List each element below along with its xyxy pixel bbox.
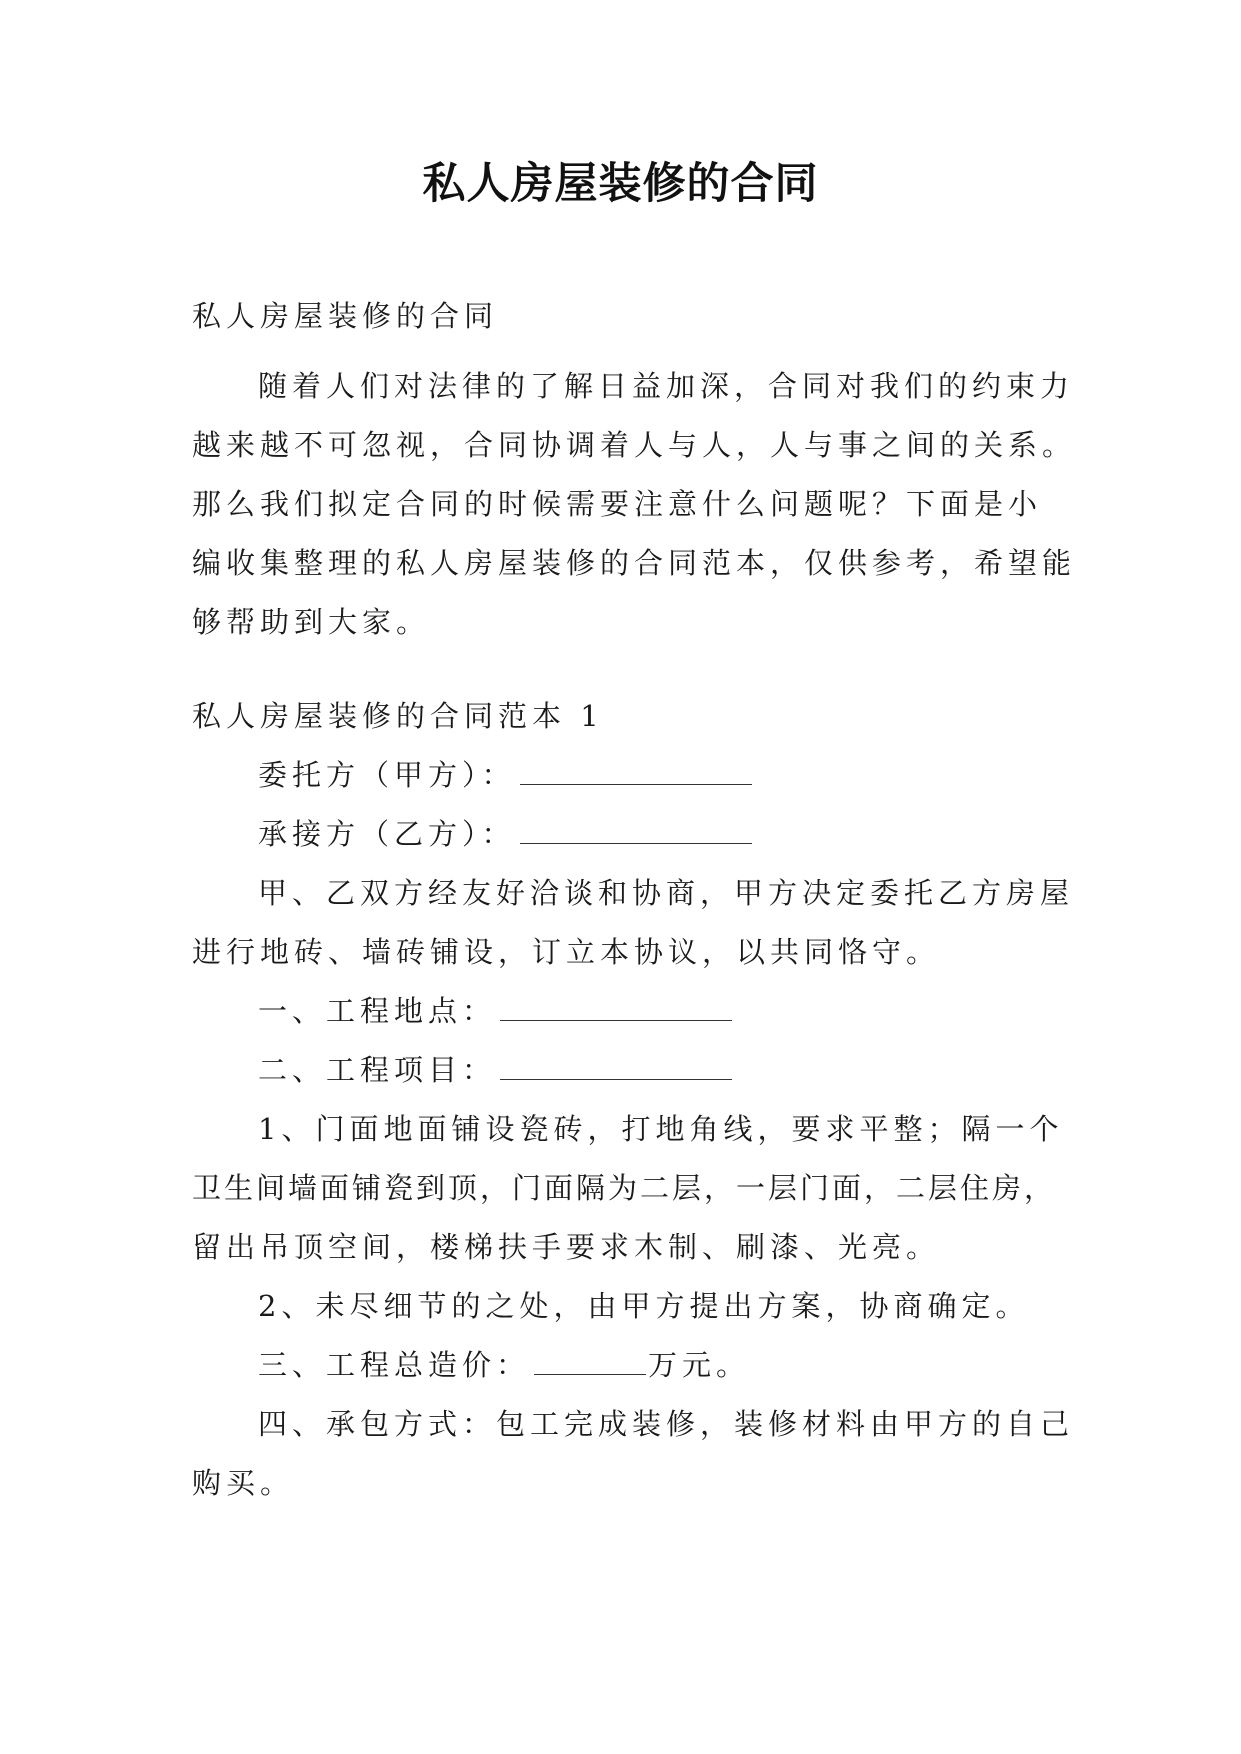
page-title: 私人房屋装修的合同 bbox=[422, 159, 819, 209]
item-1-row bbox=[258, 991, 732, 1031]
item-3-row bbox=[258, 1345, 750, 1385]
party-a-label: 委托方（甲方）： bbox=[258, 758, 516, 792]
party-b-row bbox=[258, 814, 752, 854]
item-2-blank bbox=[500, 1053, 732, 1080]
intro-line-5: 够帮助到大家。 bbox=[192, 605, 431, 639]
project-1-line-1: 1、门面地面铺设瓷砖，打地角线，要求平整；隔一个 bbox=[258, 1112, 1064, 1146]
item-3-unit: 万元。 bbox=[648, 1348, 751, 1382]
intro-line-3: 那么我们拟定合同的时候需要注意什么问题呢？下面是小 bbox=[192, 487, 1043, 521]
agreement-line-2: 进行地砖、墙砖铺设，订立本协议，以共同恪守。 bbox=[192, 935, 941, 969]
item-3-label: 三、工程总造价： bbox=[258, 1348, 531, 1382]
item-4-line-2: 购买。 bbox=[192, 1466, 295, 1500]
document-subtitle: 私人房屋装修的合同 bbox=[192, 299, 499, 333]
section-heading: 私人房屋装修的合同范本 1 bbox=[192, 699, 604, 733]
party-b-label: 承接方（乙方）： bbox=[258, 817, 516, 851]
project-1-line-3: 留出吊顶空间，楼梯扶手要求木制、刷漆、光亮。 bbox=[192, 1230, 941, 1264]
project-1-line-2: 卫生间墙面铺瓷到顶，门面隔为二层，一层门面，二层住房， bbox=[192, 1171, 1057, 1205]
intro-line-4: 编收集整理的私人房屋装修的合同范本，仅供参考，希望能 bbox=[192, 546, 1077, 580]
item-1-label: 一、工程地点： bbox=[258, 994, 497, 1028]
item-2-label: 二、工程项目： bbox=[258, 1053, 497, 1087]
party-b-blank bbox=[520, 817, 752, 844]
item-1-blank bbox=[500, 994, 732, 1021]
item-2-row bbox=[258, 1050, 732, 1090]
intro-line-1: 随着人们对法律的了解日益加深，合同对我们的约束力 bbox=[258, 369, 1075, 403]
item-3-blank bbox=[534, 1348, 646, 1375]
project-2-line: 2、未尽细节的之处，由甲方提出方案，协商确定。 bbox=[258, 1289, 1030, 1323]
party-a-blank bbox=[520, 758, 752, 785]
intro-line-2: 越来越不可忽视，合同协调着人与人，人与事之间的关系。 bbox=[192, 428, 1077, 462]
party-a-row bbox=[258, 755, 752, 795]
agreement-line-1: 甲、乙双方经友好洽谈和协商，甲方决定委托乙方房屋 bbox=[258, 876, 1075, 910]
item-4-line-1: 四、承包方式：包工完成装修，装修材料由甲方的自己 bbox=[258, 1407, 1075, 1441]
